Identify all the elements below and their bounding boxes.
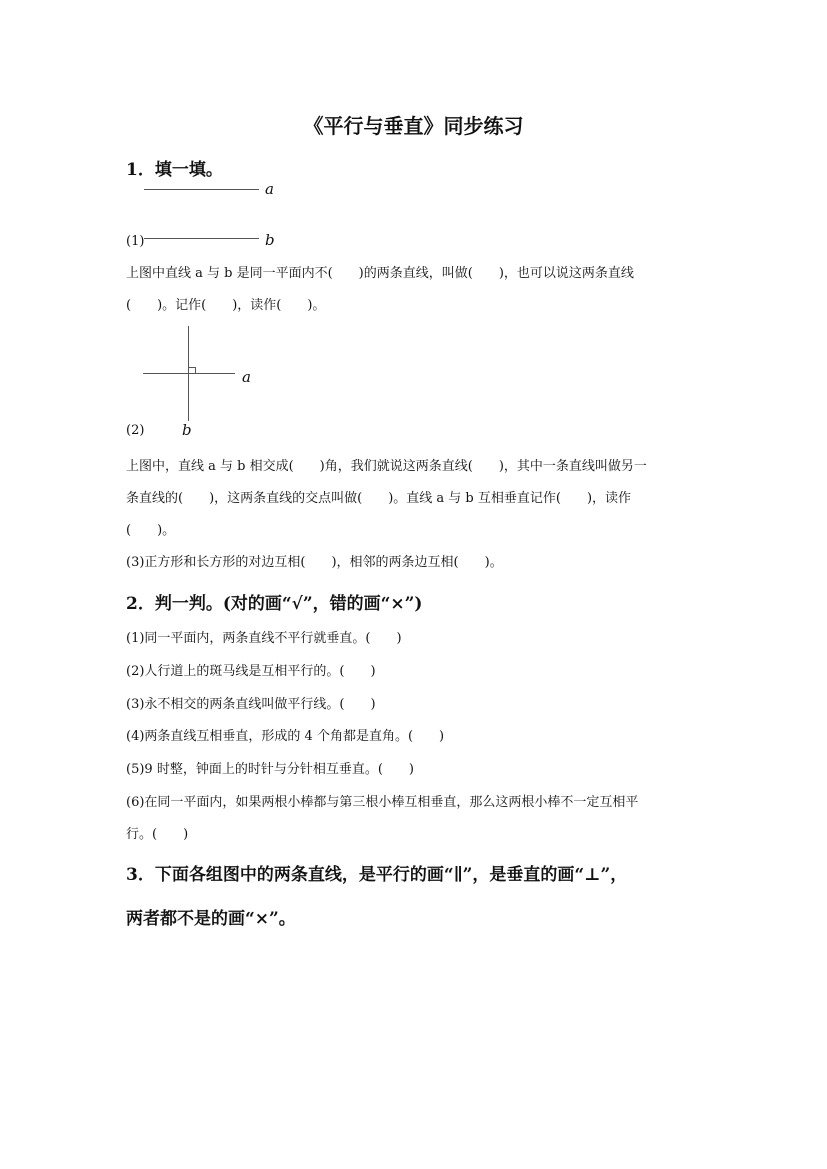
- section-3-heading-line-2: 两者都不是的画“×”。: [126, 909, 296, 929]
- judge-item-6: (6)在同一平面内，如果两根小棒都与第三根小棒互相垂直，那么这两根小棒不一定互相平: [126, 795, 639, 810]
- line-a-label: a: [265, 180, 274, 198]
- judge-item-4: (4)两条直线互相垂直，形成的 4 个角都是直角。( ): [126, 729, 445, 744]
- line-b: [144, 238, 259, 239]
- right-angle-mark: [189, 367, 196, 374]
- line-a-label-2: a: [242, 368, 251, 386]
- page-title: 《平行与垂直》同步练习: [303, 114, 524, 138]
- line-b-label-2: b: [182, 421, 192, 439]
- q2-text-line-2: 条直线的( )，这两条直线的交点叫做( )。直线 a 与 b 互相垂直记作( )，读作: [126, 491, 632, 506]
- line-a: [144, 189, 259, 190]
- section-3-heading-line-1: 3．下面各组图中的两条直线，是平行的画“∥”，是垂直的画“⊥”，: [126, 865, 628, 885]
- judge-item-2: (2)人行道上的斑马线是互相平行的。( ): [126, 664, 376, 679]
- judge-item-3: (3)永不相交的两条直线叫做平行线。( ): [126, 697, 376, 712]
- figure-2-number: (2): [126, 423, 145, 438]
- q2-text-line-1: 上图中，直线 a 与 b 相交成( )角，我们就说这两条直线( )，其中一条直线叫做另一: [126, 459, 647, 474]
- figure-1-number: (1): [126, 234, 145, 249]
- judge-item-5: (5)9 时整，钟面上的时针与分针相互垂直。( ): [126, 762, 414, 777]
- q1-text-line-2: ( )。记作( )，读作( )。: [126, 298, 326, 313]
- q1-text-line-1: 上图中直线 a 与 b 是同一平面内不( )的两条直线，叫做( )，也可以说这两条直线: [126, 266, 634, 281]
- q3-text: (3)正方形和长方形的对边互相( )，相邻的两条边互相( )。: [126, 555, 503, 570]
- judge-item-1: (1)同一平面内，两条直线不平行就垂直。( ): [126, 631, 402, 646]
- judge-item-6-cont: 行。( ): [126, 827, 189, 842]
- section-2-heading: 2．判一判。(对的画“√”，错的画“×”): [126, 594, 423, 614]
- section-1-heading: 1．填一填。: [126, 160, 223, 180]
- q2-text-line-3: ( )。: [126, 523, 176, 538]
- line-b-label: b: [265, 231, 275, 249]
